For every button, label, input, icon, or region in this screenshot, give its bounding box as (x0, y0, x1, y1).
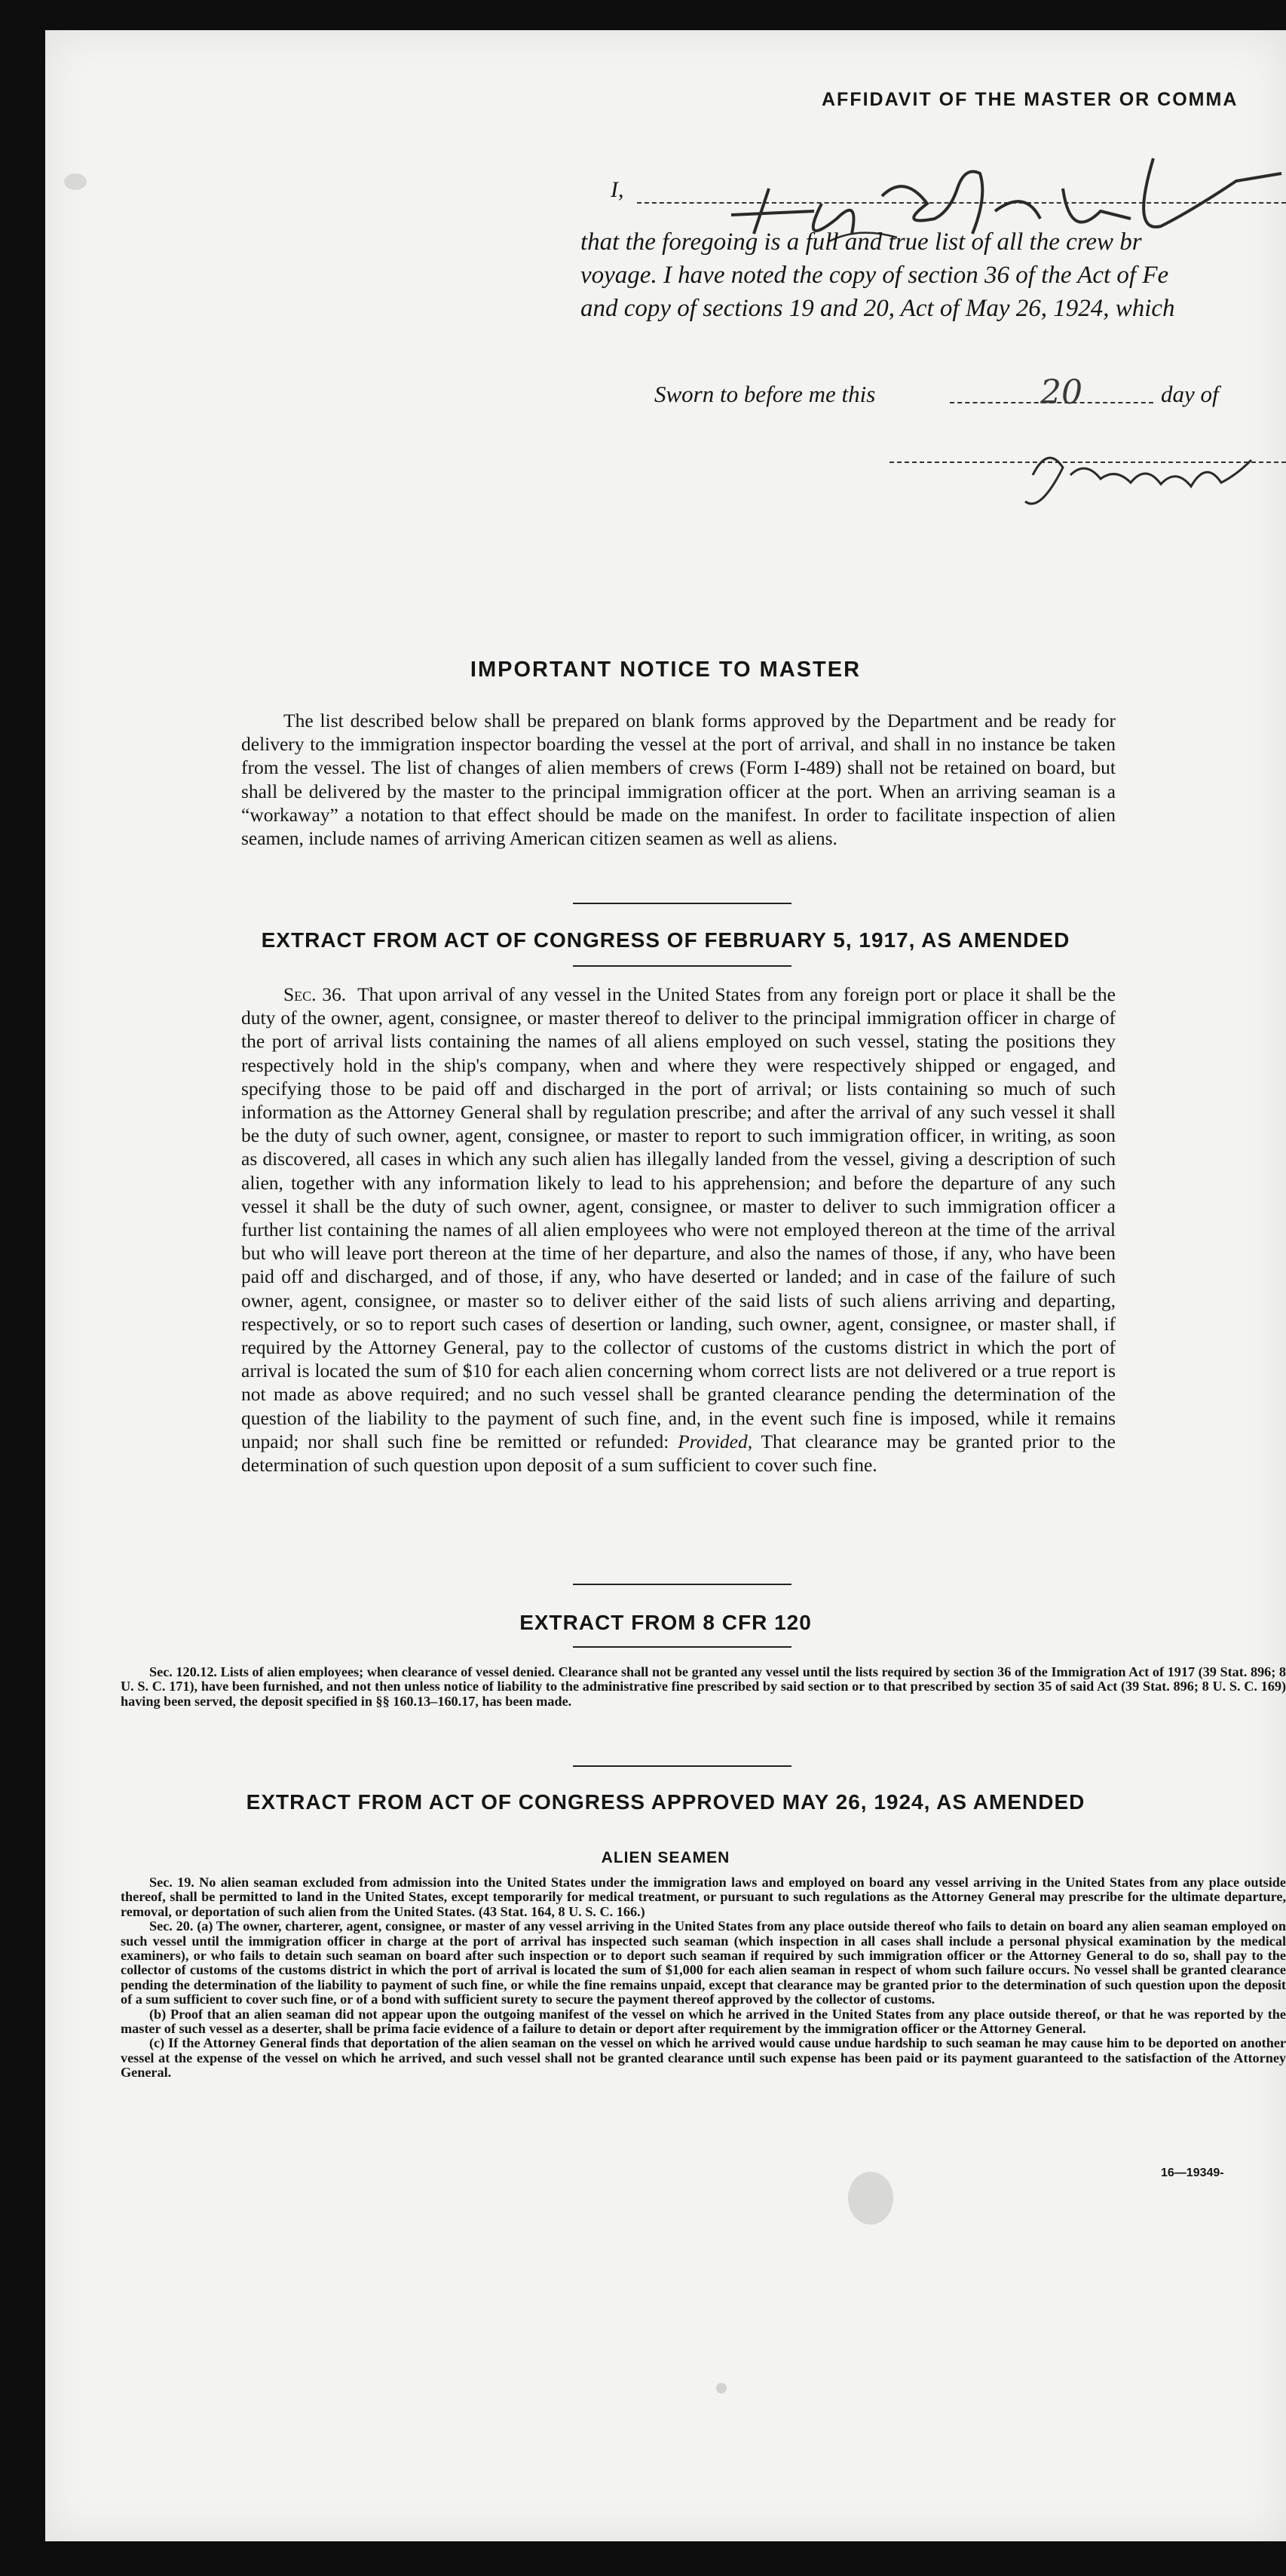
section-20c: (c) If the Attorney General finds that deportation of the alien seaman on the vessel on which he arrived would cause undue hardship to such seaman he may cause him to be deported on another vessel at the expense of the vessel on which he arrived, and such vessel shall not be granted clearance until such expense has been paid or its payment guaranteed to the satisfaction of the Attorney General. (121, 2035, 1286, 2081)
divider (573, 1584, 792, 1585)
affidavit-line-3: and copy of sections 19 and 20, Act of May 26, 1924, which (580, 295, 1175, 322)
scan-speck (716, 2383, 727, 2394)
provided-label: Provided, (678, 1430, 753, 1452)
section-36-proviso: That clearance may be granted prior to the determination of such question upon deposit of a sum sufficient to cover such fine. (241, 1430, 1116, 1477)
sworn-label: Sworn to before me this (654, 381, 876, 407)
act-1924-subtitle: ALIEN SEAMEN (601, 1849, 730, 1866)
act-1924-body (121, 1875, 1286, 2081)
notice-body (241, 709, 1116, 850)
affidavit-line-2: voyage. I have noted the copy of section 36 of the Act of Fe (580, 262, 1169, 289)
section-label: Sec. 36. (283, 983, 347, 1005)
officer-signature (1018, 430, 1286, 520)
affidavit-i-label: I, (611, 177, 624, 202)
section-20a: Sec. 20. (a) The owner, charterer, agent, consignee, or master of any vessel arriving in the United States from any place outside thereof who fails to detain on board any alien seaman employed on such vessel until the immigration officer in charge at the port of arrival has inspected such seaman (which inspection in all cases shall include a personal physical examination by the medical examiners), or who fails to detain such seaman on board after such inspection or to deport such seaman if required by such immigration officer or the Attorney General to do so, shall pay to the collector of customs of the customs district in which the port of arrival is located the sum of $1,000 for each alien seaman in respect of whom such failure occurs. No vessel shall be granted clearance pending the determination of the liability to payment of such fine, or while the fine remains unpaid, except that clearance may be granted prior to the determination of such question upon the deposit of a sum sufficient to cover such fine, or of a bond with sufficient surety to secure the payment thereof approved by the collector of customs. (121, 1918, 1286, 2007)
act-1924-title: EXTRACT FROM ACT OF CONGRESS APPROVED MAY 26, 1924, AS AMENDED (246, 1790, 1085, 1814)
act-1917-title: EXTRACT FROM ACT OF CONGRESS OF FEBRUARY 5, 1917, AS AMENDED (261, 928, 1070, 952)
divider (573, 1765, 792, 1767)
form-number: 16—19349- (1161, 2167, 1224, 2179)
document-page (45, 30, 1286, 2541)
cfr-title: EXTRACT FROM 8 CFR 120 (519, 1611, 812, 1634)
affidavit-line-1: that the foregoing is a full and true list of all the crew br (580, 228, 1142, 256)
scan-speck (64, 173, 87, 190)
day-of-label: day of (1161, 381, 1219, 407)
divider (573, 1646, 792, 1648)
divider (573, 965, 792, 967)
sworn-day-value: 20 (1040, 373, 1082, 412)
section-36-text: That upon arrival of any vessel in the United States from any foreign port or place it shall be the duty of the owner, agent, consignee, or master thereof to deliver to the principal immigration officer in charge of the port of arrival lists containing the names of all aliens employed on such vessel, stating the positions they respectively hold in the ship's company, when and where they were respectively shipped or engaged, and specifying those to be paid off and discharged in the port of arrival; or lists containing so much of such information as the Attorney General shall by regulation prescribe; and after the arrival of any such vessel it shall be the duty of such owner, agent, consignee, or master to report to such immigration officer, in writing, as soon as discovered, all cases in which any such alien has illegally landed from the vessel, giving a description of such alien, together with any information likely to lead to his apprehension; and before the departure of any such vessel it shall be the duty of such owner, agent, consignee, or master to deliver to such immigration officer a further list containing the names of all alien employees who were not employed thereon at the time of the arrival but who will leave port thereon at the time of her departure, and also the names of those, if any, who have been paid off and discharged, and of those, if any, who have deserted or landed; and in case of the failure of such owner, agent, consignee, or master so to deliver either of the said lists of such aliens arriving and departing, respectively, or so to report such cases of desertion or landing, such owner, agent, consignee, or master shall, if required by the Attorney General, pay to the collector of customs of the customs district in which the port of arrival is located the sum of $10 for each alien concerning whom correct lists are not delivered or a true report is not made as above required; and no such vessel shall be granted clearance pending the determination of the question of the liability to the payment of such fine, and, in the event such fine is imposed, while it remains unpaid; nor shall such fine be remitted or refunded: (241, 983, 1116, 1452)
section-20b: (b) Proof that an alien seaman did not appear upon the outgoing manifest of the vessel on which he arrived in the United States from any place outside thereof, or that he was reported by the master of such vessel as a deserter, shall be prima facie evidence of a failure to detain or deport after requirement by the immigration officer or the Attorney General. (121, 2006, 1286, 2037)
scan-smudge (848, 2172, 893, 2225)
notice-paragraph: The list described below shall be prepared on blank forms approved by the Department and be ready for delivery to the immigration inspector boarding the vessel at the port of arrival, and shall in no instance be taken from the vessel. The list of changes of alien members of crews (Form I-489) shall not be retained on board, but shall be delivered by the master to the principal immigration officer at the port. When an arriving seaman is a “workaway” a notation to that effect should be made on the manifest. In order to facilitate inspection of alien seamen, include names of arriving American citizen seamen as well as aliens. (241, 710, 1116, 850)
section-19: Sec. 19. No alien seaman excluded from admission into the United States under the immigration laws and employed on board any vessel arriving in the United States from any place outside thereof, shall be permitted to land in the United States, except temporarily for medical treatment, or pursuant to such regulations as the Attorney General may prescribe for the ultimate departure, removal, or deportation of such alien from the United States. (43 Stat. 164, 8 U. S. C. 166.) (121, 1875, 1286, 1919)
divider (573, 903, 792, 904)
cfr-paragraph: Sec. 120.12. Lists of alien employees; when clearance of vessel denied. Clearance shall not be granted any vessel until the lists required by section 36 of the Immigration Act of 1917 (39 Stat. 896; 8 U. S. C. 171), have been furnished, and not then unless notice of liability to the administrative fine prescribed by said section or to that prescribed by section 35 of said Act (39 Stat. 896; 8 U. S. C. 169) having been served, the deposit specified in §§ 160.13–160.17, has been made. (121, 1664, 1286, 1709)
cfr-body (121, 1665, 1286, 1709)
notice-title: IMPORTANT NOTICE TO MASTER (470, 658, 862, 682)
affidavit-title: AFFIDAVIT OF THE MASTER OR COMMA (822, 89, 1239, 110)
act-1917-body (241, 983, 1116, 1477)
